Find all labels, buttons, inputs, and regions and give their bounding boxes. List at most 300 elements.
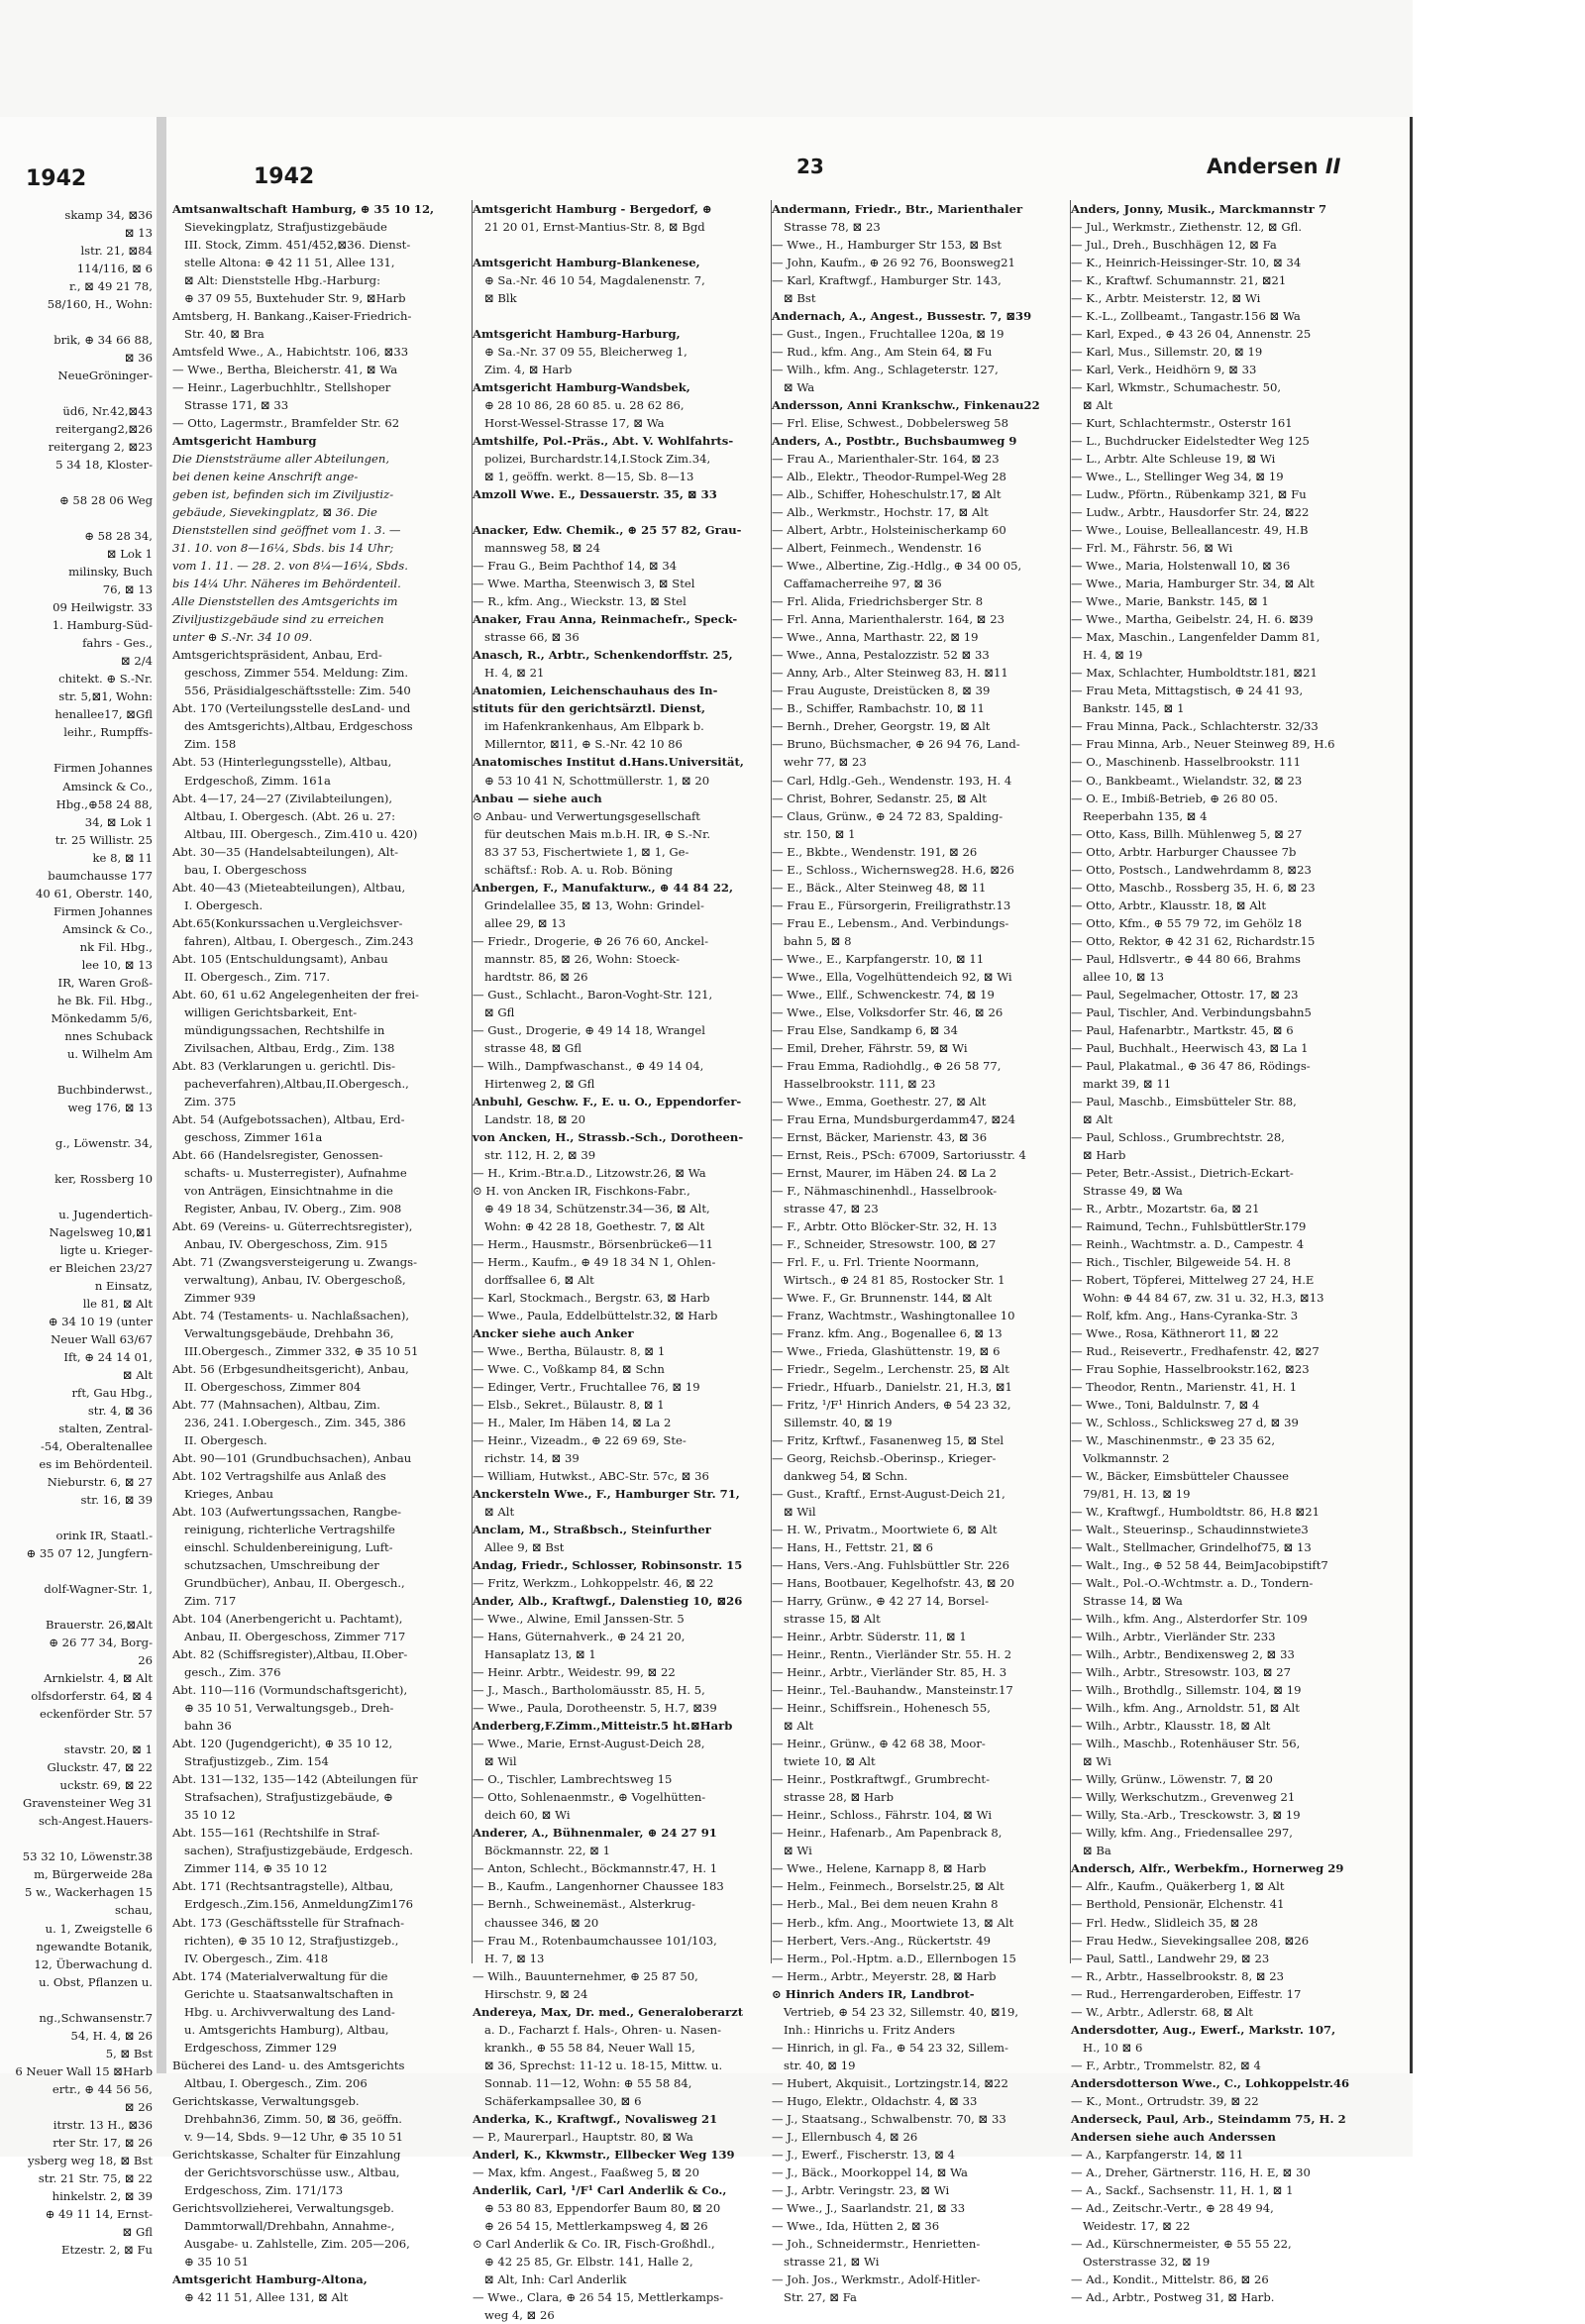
- directory-entry-line: — Wwe., Ida, Hütten 2, ⊠ 36: [772, 2218, 940, 2233]
- directory-entry-line: hardtstr. 86, ⊠ 26: [484, 969, 588, 984]
- directory-entry-line: — O., Maschinenb. Hasselbrookstr. 111: [1071, 755, 1301, 770]
- directory-entry-line: — Frau Auguste, Dreistücken 8, ⊠ 39: [772, 684, 991, 698]
- previous-page-line: Gravensteiner Weg 31: [22, 1796, 153, 1811]
- directory-entry-line: — Paul, Plakatmal., ⊕ 36 47 86, Rödings-: [1071, 1058, 1311, 1073]
- directory-entry-line: — Wwe., H., Hamburger Str 153, ⊠ Bst: [772, 238, 1003, 253]
- directory-entry-line: — Karl, Stockmach., Bergstr. 63, ⊠ Harb: [473, 1290, 710, 1305]
- directory-entry-line: Anbau — siehe auch: [473, 791, 602, 805]
- previous-page-line: hinkelstr. 2, ⊠ 39: [52, 2188, 153, 2203]
- directory-entry-line: — Ernst, Maurer, im Häben 24. ⊠ La 2: [772, 1165, 998, 1180]
- directory-entry-line: Volkmannstr. 2: [1083, 1451, 1170, 1466]
- previous-page-line: 1. Hamburg-Süd-: [52, 618, 153, 633]
- previous-page-line: milinsky, Buch: [68, 565, 153, 580]
- directory-entry-line: — Herm., Kaufm., ⊕ 49 18 34 N 1, Ohlen-: [473, 1254, 716, 1269]
- directory-entry-line: — Wwe., Rosa, Käthnerort 11, ⊠ 22: [1071, 1325, 1279, 1340]
- directory-entry-line: Abt. 174 (Materialverwaltung für die: [172, 1968, 388, 1983]
- directory-entry-line: — Rich., Tischler, Bilgeweide 54. H. 8: [1071, 1254, 1291, 1269]
- directory-entry-line: strasse 47, ⊠ 23: [784, 1201, 879, 1215]
- previous-page-line: IR, Waren Groß-: [57, 975, 153, 990]
- previous-page-line: ⊕ 49 11 14, Ernst-: [45, 2206, 153, 2221]
- directory-entry-line: Str. 27, ⊠ Fa: [784, 2289, 857, 2304]
- directory-entry-line: — Georg, Reichsb.-Oberinsp., Krieger-: [772, 1451, 997, 1466]
- directory-entry-line: Sillemstr. 40, ⊠ 19: [784, 1416, 893, 1430]
- directory-entry-line: — Ad., Kondit., Mittelstr. 86, ⊠ 26: [1071, 2271, 1269, 2286]
- directory-entry-line: — Wilh., Dampfwaschanst., ⊕ 49 14 04,: [473, 1058, 704, 1073]
- previous-page-line: ⊕ 35 07 12, Jungfern-: [26, 1546, 153, 1561]
- directory-entry-line: — R., Arbtr., Mozartstr. 6a, ⊠ 21: [1071, 1201, 1260, 1215]
- directory-entry-line: — Theodor, Rentn., Marienstr. 41, H. 1: [1071, 1380, 1298, 1395]
- directory-entry-line: [473, 307, 766, 325]
- directory-entry-line: — Edinger, Vertr., Fruchtallee 76, ⊠ 19: [473, 1380, 700, 1395]
- directory-entry-line: — Max, Schlachter, Humboldtstr.181, ⊠21: [1071, 666, 1318, 681]
- directory-entry-line: — Willy, Sta.-Arb., Tresckowstr. 3, ⊠ 19: [1071, 1808, 1301, 1823]
- directory-entry-line: Abt. 74 (Testaments- u. Nachlaßsachen),: [172, 1308, 410, 1322]
- previous-page-line: 114/116, ⊠ 6: [76, 262, 153, 276]
- directory-entry-line: Abt. 83 (Verklarungen u. gerichtl. Dis-: [172, 1058, 395, 1073]
- directory-entry-line: — Rud., Reisevertr., Fredhafenstr. 42, ⊠27: [1071, 1344, 1320, 1358]
- directory-entry-line: — Wwe., Toni, Baldulnstr. 7, ⊠ 4: [1071, 1398, 1260, 1413]
- directory-entry-line: chaussee 346, ⊠ 20: [484, 1915, 599, 1930]
- directory-entry-line: Hansaplatz 13, ⊠ 1: [484, 1647, 596, 1662]
- directory-entry-line: H. 4, ⊠ 19: [1083, 648, 1143, 663]
- directory-entry-line: ⊠ Harb: [1083, 1147, 1126, 1162]
- directory-entry-line: — Otto, Sohlenaenmstr., ⊕ Vogelhütten-: [473, 1790, 706, 1805]
- directory-entry-line: Anders, A., Postbtr., Buchsbaumweg 9: [772, 434, 1017, 449]
- directory-entry-line: — Franz. kfm. Ang., Bogenallee 6, ⊠ 13: [772, 1325, 1003, 1340]
- directory-entry-line: — O., Bankbeamt., Wielandstr. 32, ⊠ 23: [1071, 773, 1303, 788]
- directory-entry-line: ⊕ 26 54 15, Mettlerkampsweg 4, ⊠ 26: [484, 2218, 708, 2233]
- directory-entry-line: Abt.65(Konkurssachen u.Vergleichsver-: [172, 915, 403, 930]
- directory-entry-line: dorffsallee 6, ⊠ Alt: [484, 1272, 594, 1287]
- directory-entry-line: Hirtenweg 2, ⊠ Gfl: [484, 1076, 595, 1091]
- previous-page-line: [0, 741, 157, 759]
- previous-page-line: 5, ⊠ Bst: [105, 2046, 153, 2060]
- directory-entry-line: Anbau, IV. Obergeschoss, Zim. 915: [184, 1236, 388, 1251]
- directory-entry-line: — E., Bäck., Alter Steinweg 48, ⊠ 11: [772, 880, 987, 895]
- directory-entry-line: 21 20 01, Ernst-Mantius-Str. 8, ⊠ Bgd: [484, 220, 705, 235]
- directory-entry-line: — Walt., Stellmacher, Grindelhof75, ⊠ 13: [1071, 1540, 1312, 1555]
- directory-entry-line: Erdgesch.,Zim.156, AnmeldungZim176: [184, 1897, 413, 1912]
- directory-entry-line: Amtsanwaltschaft Hamburg, ⊕ 35 10 12,: [172, 202, 435, 216]
- directory-entry-line: — L., Buchdrucker Eidelstedter Weg 125: [1071, 434, 1310, 449]
- directory-entry-line: Amtshilfe, Pol.-Präs., Abt. V. Wohlfahrts-: [473, 434, 734, 449]
- directory-entry-line: — Karl, Verk., Heidhörn 9, ⊠ 33: [1071, 363, 1257, 377]
- directory-entry-line: ⊠ Bst: [784, 291, 816, 306]
- directory-entry-line: — Walt., Pol.-O.-Wchtmstr. a. D., Tondern-: [1071, 1576, 1314, 1591]
- directory-entry-line: — Paul, Hafenarbtr., Martkstr. 45, ⊠ 6: [1071, 1022, 1294, 1037]
- directory-entry-line: — Willy, Grünw., Löwenstr. 7, ⊠ 20: [1071, 1772, 1273, 1787]
- directory-entry-line: Vertrieb, ⊕ 54 23 32, Sillemstr. 40, ⊠19,: [784, 2004, 1019, 2019]
- directory-entry-line: Zim. 158: [184, 737, 237, 752]
- directory-entry-line: — Paul, Schloss., Grumbrechtstr. 28,: [1071, 1129, 1285, 1144]
- directory-entry-line: Abt. 30—35 (Handelsabteilungen), Alt-: [172, 844, 399, 859]
- directory-entry-line: allee 10, ⊠ 13: [1083, 969, 1165, 984]
- previous-page-line: str. 21 Str. 75, ⊠ 22: [38, 2170, 153, 2185]
- directory-entry-line: Amtsgericht Hamburg: [172, 434, 317, 449]
- previous-page-line: ysberg weg 18, ⊠ Bst: [28, 2153, 153, 2167]
- directory-entry-line: Anders, Jonny, Musik., Marckmannstr 7: [1071, 202, 1327, 216]
- previous-page-line: lee 10, ⊠ 13: [81, 957, 153, 972]
- directory-entry-line: ⊙ Anbau- und Verwertungsgesellschaft: [473, 808, 700, 823]
- header-year: 1942: [254, 164, 315, 189]
- directory-entry-line: Gerichtsvollzieherei, Verwaltungsgeb.: [172, 2200, 394, 2215]
- directory-entry-line: — Peter, Betr.-Assist., Dietrich-Eckart-: [1071, 1165, 1294, 1180]
- directory-entry-line: — Wilh., Arbtr., Stresowstr. 103, ⊠ 27: [1071, 1665, 1292, 1680]
- directory-entry-line: Abt. 77 (Mahnsachen), Altbau, Zim.: [172, 1398, 380, 1413]
- directory-entry-line: Reeperbahn 135, ⊠ 4: [1083, 808, 1208, 823]
- directory-entry-line: Anderka, K., Kraftwgf., Novalisweg 21: [473, 2111, 718, 2126]
- directory-entry-line: Strasse 78, ⊠ 23: [784, 220, 881, 235]
- previous-page-line: Neuer Wall 63/67: [51, 1331, 153, 1346]
- directory-entry-line: Andersson, Anni Krankschw., Finkenau22: [772, 398, 1040, 413]
- directory-entry-line: ⊠ Blk: [484, 291, 517, 306]
- previous-page-line: ⊕ 58 28 34,: [84, 529, 153, 544]
- previous-page-line: [0, 313, 157, 331]
- directory-entry-line: ⊙ H. von Ancken IR, Fischkons-Fabr.,: [473, 1183, 690, 1198]
- directory-entry-line: — Heinr., Arbtr., Vierländer Str. 85, H. 3: [772, 1665, 1007, 1680]
- directory-entry-line: 79/81, H. 13, ⊠ 19: [1083, 1487, 1191, 1502]
- directory-entry-line: des Amtsgerichts),Altbau, Erdgeschoss: [184, 719, 413, 734]
- directory-entry-line: — Berthold, Pensionär, Elchenstr. 41: [1071, 1897, 1285, 1912]
- directory-entry-line: ⊕ Sa.-Nr. 46 10 54, Magdalenenstr. 7,: [484, 273, 705, 288]
- previous-page-line: Gluckstr. 47, ⊠ 22: [47, 1760, 153, 1775]
- previous-page-line: üd6, Nr.42,⊠43: [62, 404, 153, 419]
- directory-entry-line: geschoss, Zimmer 554. Meldung: Zim.: [184, 666, 409, 681]
- directory-entry-line: Anderseck, Paul, Arb., Steindamm 75, H. 2: [1071, 2111, 1346, 2126]
- directory-entry-line: str. 112, H. 2, ⊠ 39: [484, 1147, 596, 1162]
- directory-entry-line: allee 29, ⊠ 13: [484, 915, 567, 930]
- directory-entry-line: — Herm., Pol.-Hptm. a.D., Ellernbogen 15: [772, 1951, 1016, 1965]
- directory-entry-line: — Ernst, Bäcker, Marienstr. 43, ⊠ 36: [772, 1129, 988, 1144]
- directory-entry-line: — Friedr., Drogerie, ⊕ 26 76 60, Anckel-: [473, 933, 709, 948]
- directory-entry-line: Altbau, III. Obergesch., Zim.410 u. 420): [184, 826, 418, 841]
- directory-entry-line: — Herb., kfm. Ang., Moortwiete 13, ⊠ Alt: [772, 1915, 1014, 1930]
- directory-entry-line: — Karl, Kraftwgf., Hamburger Str. 143,: [772, 273, 1002, 288]
- directory-entry-line: Allee 9, ⊠ Bst: [484, 1540, 565, 1555]
- directory-entry-line: Zim. 4, ⊠ Harb: [484, 363, 573, 377]
- directory-entry-line: — Fritz, ¹/F¹ Hinrich Anders, ⊕ 54 23 32,: [772, 1398, 1011, 1413]
- directory-entry-line: Abt. 56 (Erbgesundheitsgericht), Anbau,: [172, 1362, 409, 1377]
- running-title-section: II: [1324, 155, 1341, 178]
- directory-entry-line: Hirschstr. 9, ⊠ 24: [484, 1986, 588, 2001]
- previous-page-line: Mönkedamm 5/6,: [51, 1010, 153, 1025]
- directory-entry-line: — L., Arbtr. Alte Schleuse 19, ⊠ Wi: [1071, 452, 1276, 467]
- previous-page-line: ⊠ Lok 1: [106, 547, 153, 562]
- directory-entry-line: — Frau M., Rotenbaumchaussee 101/103,: [473, 1933, 717, 1948]
- previous-page-line: Amsinck & Co.,: [62, 921, 153, 936]
- previous-page-line: stalten, Zentral-: [58, 1422, 153, 1436]
- column-4: [1070, 200, 1364, 2304]
- directory-entry-line: im Hafenkrankenhaus, Am Elbpark b.: [484, 719, 704, 734]
- directory-entry-line: reinigung, richterliche Vertragshilfe: [184, 1523, 395, 1537]
- previous-page-line: u. Jugendertich-: [58, 1207, 153, 1221]
- previous-page-line: [0, 1598, 157, 1616]
- previous-page-line: skamp 34, ⊠36: [64, 208, 153, 222]
- previous-page-line: 40 61, Oberstr. 140,: [36, 886, 153, 900]
- directory-entry-line: — Ad., Kürschnermeister, ⊕ 55 55 22,: [1071, 2236, 1292, 2251]
- previous-page-line: brik, ⊕ 34 66 88,: [53, 333, 153, 348]
- directory-entry-line: ⊠ Wi: [1083, 1754, 1111, 1769]
- directory-entry-line: stituts für den gerichtsärztl. Dienst,: [473, 701, 706, 716]
- directory-entry-line: — Hans, Güternahverk., ⊕ 24 21 20,: [473, 1630, 686, 1644]
- directory-entry-line: — Bruno, Büchsmacher, ⊕ 26 94 76, Land-: [772, 737, 1020, 752]
- previous-page-line: 09 Heilwigstr. 33: [53, 600, 153, 615]
- directory-entry-line: — K., Kraftwf. Schumannstr. 21, ⊠21: [1071, 273, 1287, 288]
- previous-page-line: [0, 1830, 157, 1848]
- directory-entry-line: Zim. 375: [184, 1094, 237, 1109]
- previous-page-line: u. 1, Zweigstelle 6: [45, 1921, 153, 1936]
- directory-entry-line: — Frau Meta, Mittagstisch, ⊕ 24 41 93,: [1071, 684, 1304, 698]
- directory-entry-line: Anderer, A., Bühnenmaler, ⊕ 24 27 91: [473, 1826, 717, 1841]
- directory-entry-line: — Otto, Arbtr., Klausstr. 18, ⊠ Alt: [1071, 898, 1266, 912]
- directory-entry-line: v. 9—14, Sbds. 9—12 Uhr, ⊕ 35 10 51: [184, 2129, 404, 2144]
- directory-entry-line: Amtsgericht Hamburg - Bergedorf, ⊕: [473, 202, 712, 216]
- directory-entry-line: — H., Maler, Im Häben 14, ⊠ La 2: [473, 1416, 672, 1430]
- directory-entry-line: — Alfr., Kaufm., Quäkerberg 1, ⊠ Alt: [1071, 1879, 1285, 1894]
- directory-entry-line: Grindelallee 35, ⊠ 13, Wohn: Grindel-: [484, 898, 704, 912]
- directory-entry-line: Ancker siehe auch Anker: [473, 1325, 634, 1340]
- previous-page-line: str. 5,⊠1, Wohn:: [58, 689, 153, 704]
- previous-page-line: schau,: [115, 1903, 153, 1918]
- directory-page: [166, 117, 1413, 2322]
- directory-entry-line: unter ⊕ S.-Nr. 34 10 09.: [172, 630, 313, 645]
- directory-entry-line: Anatomisches Institut d.Hans.Universität,: [473, 755, 744, 770]
- directory-entry-line: Erdgeschoss, Zimmer 129: [184, 2040, 337, 2055]
- previous-page-line: 6 Neuer Wall 15 ⊠Harb: [15, 2063, 153, 2078]
- previous-page-line: ⊠ Alt: [122, 1368, 153, 1383]
- directory-entry-line: Amtsberg, H. Bankang.,Kaiser-Friedrich-: [172, 309, 412, 324]
- column-2: [472, 200, 766, 2322]
- previous-page-line: m, Bürgerweide 28a: [34, 1867, 153, 1882]
- directory-entry-line: — Paul, Hdlsvertr., ⊕ 44 80 66, Brahms: [1071, 951, 1301, 966]
- previous-page-line: ke 8, ⊠ 11: [92, 850, 153, 865]
- directory-entry-line: II. Obergesch., Zim. 717.: [184, 969, 331, 984]
- directory-entry-line: Andersdotterson Wwe., C., Lohkoppelstr.46: [1071, 2075, 1350, 2090]
- directory-entry-line: — Wilh., kfm. Ang., Arnoldstr. 51, ⊠ Alt: [1071, 1701, 1300, 1716]
- directory-entry-line: Amzoll Wwe. E., Dessauerstr. 35, ⊠ 33: [473, 487, 717, 502]
- directory-entry-line: — Hans, Bootbauer, Kegelhofstr. 43, ⊠ 20: [772, 1576, 1014, 1591]
- directory-entry-line: ⊠ 1, geöffn. werkt. 8—15, Sb. 8—13: [484, 470, 694, 484]
- previous-page-line: ⊠ 13: [124, 226, 153, 241]
- previous-page-line: 5 w., Wackerhagen 15: [25, 1885, 153, 1900]
- directory-entry-line: — Wilh., Brothdlg., Sillemstr. 104, ⊠ 19: [1071, 1683, 1302, 1698]
- directory-entry-line: — Friedr., Segelm., Lerchenstr. 25, ⊠ Alt: [772, 1362, 1009, 1377]
- directory-entry-line: geben ist, befinden sich im Ziviljustiz-: [172, 487, 394, 502]
- column-1: [172, 200, 466, 2304]
- directory-entry-line: — Willy, Werkschutzm., Grevenweg 21: [1071, 1790, 1296, 1805]
- directory-entry-line: — Otto, Arbtr. Harburger Chaussee 7b: [1071, 844, 1297, 859]
- directory-entry-line: pacheverfahren),Altbau,II.Obergesch.,: [184, 1076, 409, 1091]
- directory-entry-line: der Gerichtsvorschüsse usw., Altbau,: [184, 2165, 400, 2179]
- directory-entry-line: dankweg 54, ⊠ Schn.: [784, 1469, 908, 1484]
- directory-entry-line: — Frau Minna, Pack., Schlachterstr. 32/33: [1071, 719, 1319, 734]
- directory-entry-line: — Carl, Hdlg.-Geh., Wendenstr. 193, H. 4: [772, 773, 1012, 788]
- directory-entry-line: Abt. 66 (Handelsregister, Genossen-: [172, 1147, 383, 1162]
- directory-entry-line: — K., Heinrich-Heissinger-Str. 10, ⊠ 34: [1071, 256, 1302, 270]
- directory-entry-line: Altbau, I. Obergesch., Zim. 206: [184, 2075, 368, 2090]
- directory-entry-line: — F., Nähmaschinenhdl., Hasselbrook-: [772, 1183, 998, 1198]
- directory-entry-line: weg 4, ⊠ 26: [484, 2307, 555, 2322]
- previous-page-line: g., Löwenstr. 34,: [54, 1135, 153, 1150]
- directory-entry-line: — Wilh., Arbtr., Vierländer Str. 233: [1071, 1630, 1276, 1644]
- directory-entry-line: Bücherei des Land- u. des Amtsgerichts: [172, 2058, 405, 2072]
- directory-entry-line: — Wwe., Louise, Belleallancestr. 49, H.B: [1071, 523, 1309, 538]
- directory-entry-line: — Otto, Postsch., Landwehrdamm 8, ⊠23: [1071, 862, 1312, 877]
- directory-entry-line: — Frau E., Lebensm., And. Verbindungs-: [772, 915, 1009, 930]
- directory-entry-line: — Heinr., Schloss., Fährstr. 104, ⊠ Wi: [772, 1808, 993, 1823]
- directory-entry-line: — Fritz, Werkzm., Lohkoppelstr. 46, ⊠ 22: [473, 1576, 714, 1591]
- previous-page-line: 58/160, H., Wohn:: [47, 297, 153, 312]
- directory-entry-line: — Wwe., L., Stellinger Weg 34, ⊠ 19: [1071, 470, 1284, 484]
- directory-entry-line: — B., Schiffer, Rambachstr. 10, ⊠ 11: [772, 701, 985, 716]
- directory-entry-line: stelle Altona: ⊕ 42 11 51, Allee 131,: [184, 256, 395, 270]
- previous-page-line: [0, 1562, 157, 1580]
- directory-entry-line: — O. E., Imbiß-Betrieb, ⊕ 26 80 05.: [1071, 791, 1279, 805]
- directory-entry-line: — William, Hutwkst., ABC-Str. 57c, ⊠ 36: [473, 1469, 709, 1484]
- directory-entry-line: bau, I. Obergeschoss: [184, 862, 307, 877]
- previous-page-line: ng.,Schwansenstr.7: [39, 2010, 153, 2025]
- directory-entry-line: Andag, Friedr., Schlosser, Robinsonstr. 15: [473, 1558, 743, 1573]
- directory-entry-line: — Otto, Kfm., ⊕ 55 79 72, im Gehölz 18: [1071, 915, 1303, 930]
- directory-entry-line: II. Obergesch.: [184, 1433, 267, 1448]
- previous-page-line: henallee17, ⊠Gfl: [54, 707, 153, 722]
- directory-entry-line: — Wwe., Albertine, Zig.-Hdlg., ⊕ 34 00 05,: [772, 559, 1022, 574]
- previous-page-line: orink IR, Staatl.-: [55, 1529, 153, 1543]
- directory-entry-line: Strasse 171, ⊠ 33: [184, 398, 289, 413]
- directory-entry-line: — Bernh., Dreher, Georgstr. 19, ⊠ Alt: [772, 719, 991, 734]
- directory-entry-line: — J., Staatsang., Schwalbenstr. 70, ⊠ 33: [772, 2111, 1006, 2126]
- directory-entry-line: — A., Dreher, Gärtnerstr. 116, H. E, ⊠ 30: [1071, 2165, 1311, 2179]
- directory-entry-line: Str. 40, ⊠ Bra: [184, 327, 264, 342]
- directory-entry-line: — Wwe., Helene, Karnapp 8, ⊠ Harb: [772, 1861, 987, 1876]
- directory-entry-line: — Hans, Vers.-Ang. Fuhlsbüttler Str. 226: [772, 1558, 1009, 1573]
- directory-entry-line: — J., Ellernbusch 4, ⊠ 26: [772, 2129, 918, 2144]
- directory-entry-line: Hbg. u. Archivverwaltung des Land-: [184, 2004, 395, 2019]
- directory-entry-line: — Anton, Schlecht., Böckmannstr.47, H. 1: [473, 1861, 718, 1876]
- directory-entry-line: strasse 48, ⊠ Gfl: [484, 1040, 582, 1055]
- previous-page-line: lstr. 21, ⊠84: [80, 244, 153, 259]
- directory-entry-line: Anatomien, Leichenschauhaus des In-: [473, 684, 718, 698]
- directory-entry-line: — Frl. Anna, Marienthalerstr. 164, ⊠ 23: [772, 612, 1004, 627]
- previous-page-line: baumchausse 177: [48, 868, 153, 883]
- directory-entry-line: — Herbert, Vers.-Ang., Rückertstr. 49: [772, 1933, 992, 1948]
- directory-entry-line: ⊠ Ba: [1083, 1844, 1111, 1858]
- previous-page-line: nk Fil. Hbg.,: [79, 939, 153, 954]
- directory-entry-line: bei denen keine Anschrift ange-: [172, 470, 359, 484]
- directory-entry-line: — Frl. Elise, Schwest., Dobbelersweg 58: [772, 416, 1009, 431]
- directory-entry-line: — Frau Erna, Mundsburgerdamm47, ⊠24: [772, 1111, 1016, 1126]
- directory-entry-line: Horst-Wessel-Strasse 17, ⊠ Wa: [484, 416, 665, 431]
- directory-entry-line: Abt. 102 Vertragshilfe aus Anlaß des: [172, 1469, 386, 1484]
- directory-entry-line: Abt. 71 (Zwangsversteigerung u. Zwangs-: [172, 1254, 417, 1269]
- previous-page-line: [0, 509, 157, 527]
- directory-entry-line: — Otto, Maschb., Rossberg 35, H. 6, ⊠ 23: [1071, 880, 1316, 895]
- directory-entry-line: schafts- u. Musterregister), Aufnahme: [184, 1165, 407, 1180]
- previous-page-line: er Bleichen 23/27: [49, 1260, 153, 1275]
- previous-page-line: [0, 1509, 157, 1527]
- directory-entry-line: — Herb., Mal., Bei dem neuen Krahn 8: [772, 1897, 999, 1912]
- previous-page-line: ⊕ 34 10 19 (unter: [48, 1314, 153, 1328]
- directory-entry-line: Ausgabe- u. Zahlstelle, Zim. 205—206,: [184, 2236, 410, 2251]
- directory-entry-line: ⊠ Alt: [784, 1719, 814, 1734]
- directory-entry-line: — Wwe., Bertha, Bülaustr. 8, ⊠ 1: [473, 1344, 666, 1358]
- directory-entry-line: verwaltung), Anbau, IV. Obergeschoß,: [184, 1272, 406, 1287]
- directory-entry-line: — Herm., Arbtr., Meyerstr. 28, ⊠ Harb: [772, 1968, 997, 1983]
- directory-entry-line: Amtsgericht Hamburg-Blankenese,: [473, 256, 700, 270]
- directory-entry-line: — Frau E., Fürsorgerin, Freiligrathstr.13: [772, 898, 1011, 912]
- previous-page-line: lle 81, ⊠ Alt: [82, 1296, 153, 1311]
- directory-entry-line: — Gust., Ingen., Fruchtallee 120a, ⊠ 19: [772, 327, 1004, 342]
- previous-page-line: chitekt. ⊕ S.-Nr.: [58, 672, 153, 687]
- directory-entry-line: gesch., Zim. 376: [184, 1665, 281, 1680]
- directory-entry-line: 31. 10. von 8—16¼, Sbds. bis 14 Uhr;: [172, 541, 394, 556]
- directory-entry-line: schäftsf.: Rob. A. u. Rob. Böning: [484, 862, 674, 877]
- directory-entry-line: — Heinr., Grünw., ⊕ 42 68 38, Moor-: [772, 1737, 986, 1751]
- directory-entry-line: von Anträgen, Einsichtnahme in die: [184, 1183, 393, 1198]
- directory-entry-line: — Fritz, Krftwf., Fasanenweg 15, ⊠ Stel: [772, 1433, 1004, 1448]
- directory-entry-line: — Max, kfm. Angest., Faaßweg 5, ⊠ 20: [473, 2165, 700, 2179]
- previous-page-line: reitergang 2, ⊠23: [48, 440, 153, 455]
- directory-entry-line: — Otto, Lagermstr., Bramfelder Str. 62: [172, 416, 400, 431]
- directory-entry-line: H. 7, ⊠ 13: [484, 1951, 545, 1965]
- directory-entry-line: — Alb., Schiffer, Hoheschulstr.17, ⊠ Alt: [772, 487, 1002, 502]
- directory-entry-line: ⊠ Alt, Inh: Carl Anderlik: [484, 2271, 627, 2286]
- directory-entry-line: Anacker, Edw. Chemik., ⊕ 25 57 82, Grau-: [473, 523, 742, 538]
- directory-entry-line: für deutschen Mais m.b.H. IR, ⊕ S.-Nr.: [484, 826, 711, 841]
- directory-entry-line: Abt. 131—132, 135—142 (Abteilungen für: [172, 1772, 418, 1787]
- directory-entry-line: — Wwe., Ella, Vogelhüttendeich 92, ⊠ Wi: [772, 969, 1012, 984]
- directory-entry-line: ⊕ 49 18 34, Schützenstr.34—36, ⊠ Alt,: [484, 1201, 710, 1215]
- directory-entry-line: — Wwe. F., Gr. Brunnenstr. 144, ⊠ Alt: [772, 1290, 993, 1305]
- previous-page-line: 34, ⊠ Lok 1: [84, 814, 153, 829]
- directory-entry-line: — W., Bäcker, Eimsbütteler Chaussee: [1071, 1469, 1289, 1484]
- directory-entry-line: Bankstr. 145, ⊠ 1: [1083, 701, 1185, 716]
- directory-entry-line: — Franz, Wachtmstr., Washingtonallee 10: [772, 1308, 1015, 1322]
- directory-entry-line: Osterstrasse 32, ⊠ 19: [1083, 2254, 1211, 2269]
- directory-entry-line: Strasse 14, ⊠ Wa: [1083, 1594, 1183, 1609]
- directory-entry-line: — Heinr., Vizeadm., ⊕ 22 69 69, Ste-: [473, 1433, 687, 1448]
- directory-entry-line: — P., Maurerparl., Hauptstr. 80, ⊠ Wa: [473, 2129, 693, 2144]
- directory-entry-line: — B., Kaufm., Langenhorner Chaussee 183: [473, 1879, 724, 1894]
- previous-page-line: str. 4, ⊠ 36: [87, 1404, 153, 1419]
- previous-page-line: str. 16, ⊠ 39: [80, 1493, 153, 1508]
- directory-entry-line: strasse 15, ⊠ Alt: [784, 1612, 881, 1627]
- previous-page-line: ertr., ⊕ 44 56 56,: [52, 2081, 153, 2096]
- directory-entry-line: Wirtsch., ⊕ 24 81 85, Rostocker Str. 1: [784, 1272, 1005, 1287]
- directory-entry-line: sachen), Strafjustizgebäude, Erdgesch.: [184, 1844, 413, 1858]
- directory-entry-line: — Jul., Dreh., Buschhägen 12, ⊠ Fa: [1071, 238, 1277, 253]
- directory-entry-line: ⊠ 36, Sprechst: 11-12 u. 18-15, Mittw. u.: [484, 2058, 723, 2072]
- previous-page-line: ⊕ 58 28 06 Weg: [59, 493, 153, 508]
- directory-entry-line: — Wwe., Paula, Eddelbüttelstr.32, ⊠ Harb: [473, 1308, 718, 1322]
- directory-entry-line: Abt. 120 (Jugendgericht), ⊕ 35 10 12,: [172, 1737, 393, 1751]
- directory-entry-line: deich 60, ⊠ Wi: [484, 1808, 571, 1823]
- directory-entry-line: Anbergen, F., Manufakturw., ⊕ 44 84 22,: [473, 880, 733, 895]
- directory-entry-line: bahn 5, ⊠ 8: [784, 933, 852, 948]
- directory-entry-line: Anderl, K., Kkwmstr., Ellbecker Weg 139: [473, 2147, 735, 2162]
- directory-entry-line: ⊠ Alt: [1083, 1111, 1113, 1126]
- directory-entry-line: ⊕ 28 10 86, 28 60 85. u. 28 62 86,: [484, 398, 685, 413]
- directory-entry-line: ⊙ Carl Anderlik & Co. IR, Fisch-Großhdl.,: [473, 2236, 715, 2251]
- directory-entry-line: Erdgeschoss, Zim. 171/173: [184, 2182, 344, 2197]
- previous-page-line: Amsinck & Co.,: [62, 779, 153, 793]
- directory-entry-line: — Wilh., Arbtr., Bendixensweg 2, ⊠ 33: [1071, 1647, 1295, 1662]
- directory-entry-line: — A., Sackf., Sachsenstr. 11, H. 1, ⊠ 1: [1071, 2182, 1294, 2197]
- directory-entry-line: Abt. 60, 61 u.62 Angelegenheiten der frei-: [172, 987, 419, 1002]
- directory-entry-line: Abt. 103 (Aufwertungssachen, Rangbe-: [172, 1505, 402, 1520]
- directory-entry-line: Abt. 69 (Vereins- u. Güterrechtsregister),: [172, 1218, 413, 1233]
- previous-page-line: itrstr. 13 H., ⊠36: [53, 2117, 153, 2132]
